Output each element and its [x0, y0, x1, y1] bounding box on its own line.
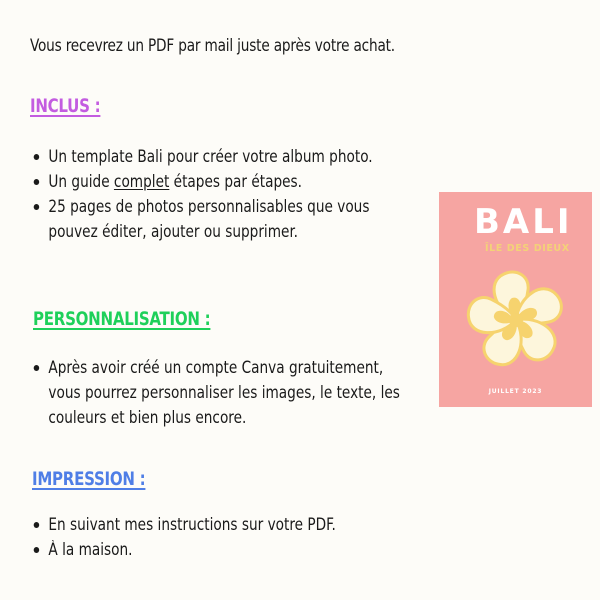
- list-item: [30, 169, 375, 194]
- list-item: Après avoir créé un compte Canva gratuitement, vous pourrez personnaliser les images, le texte, les couleurs et bien plus encore.: [30, 355, 416, 430]
- cover-title: BALI: [474, 202, 573, 242]
- section-title-personnalisation: PERSONNALISATION :: [33, 308, 211, 330]
- list-item-text: Un guide: [48, 172, 114, 191]
- plumeria-flower-icon: [439, 192, 592, 407]
- impression-list: [30, 512, 430, 562]
- underlined-word: complet: [113, 172, 170, 191]
- list-item-text: étapes par étapes.: [169, 172, 302, 191]
- section-title-impression: IMPRESSION :: [32, 468, 146, 490]
- personnalisation-list: [30, 355, 450, 430]
- album-cover-preview: [439, 192, 592, 407]
- cover-date: JUILLET 2023: [488, 388, 543, 395]
- inclus-list: [30, 144, 405, 244]
- list-item: En suivant mes instructions sur votre PDF.: [30, 512, 398, 537]
- list-item: À la maison.: [30, 537, 398, 562]
- flower-center: [509, 313, 523, 327]
- list-item: 25 pages de photos personnalisables que vous pouvez éditer, ajouter ou supprimer.: [30, 194, 375, 244]
- section-title-inclus: INCLUS :: [30, 95, 101, 117]
- intro-text: Vous recevrez un PDF par mail juste après votre achat.: [30, 36, 395, 55]
- list-item: Un template Bali pour créer votre album photo.: [30, 144, 375, 169]
- cover-subtitle: ÎLE DES DIEUX: [485, 243, 570, 254]
